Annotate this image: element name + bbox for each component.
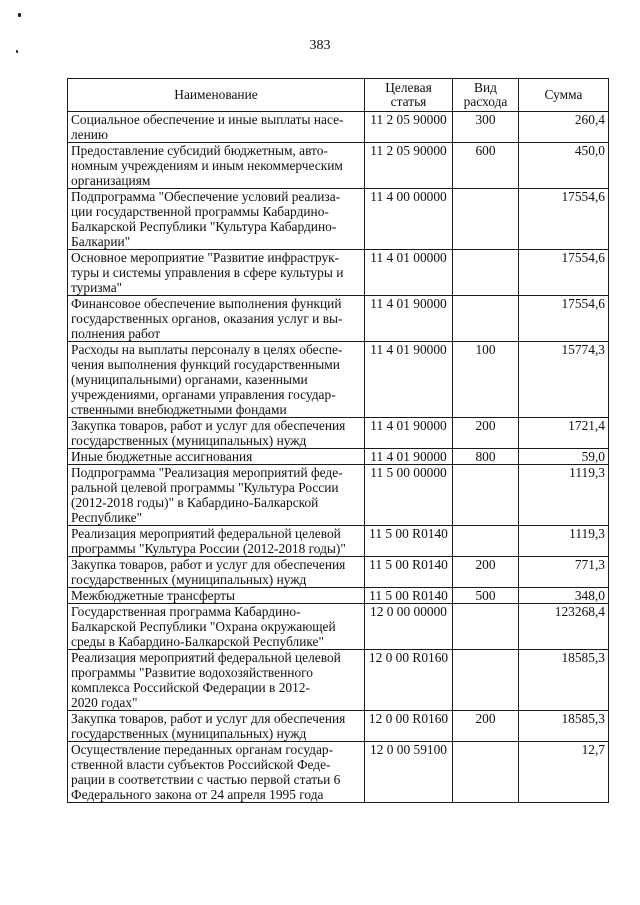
row-target-article-cell: 12 0 00 59100 <box>365 742 453 803</box>
row-name-cell: Основное мероприятие "Развитие инфраструк- туры и системы управления в сфере культуры и туризма" <box>68 250 365 296</box>
table-row <box>68 449 609 465</box>
table-row <box>68 465 609 526</box>
scan-mark-top <box>18 13 21 17</box>
row-expense-type-cell <box>453 526 519 557</box>
row-target-article-cell: 11 4 01 90000 <box>365 418 453 449</box>
table-row <box>68 418 609 449</box>
row-sum-cell: 18585,3 <box>519 650 609 711</box>
row-target-article-cell: 12 0 00 R0160 <box>365 711 453 742</box>
row-expense-type-cell: 200 <box>453 557 519 588</box>
row-sum-cell: 17554,6 <box>519 250 609 296</box>
row-name-cell: Расходы на выплаты персоналу в целях обеспе- чения выполнения функций государственными (муниципальными) органами, казенными учреждениями, органами управления государ- ственными внебюджетными фондами <box>68 342 365 418</box>
table-row <box>68 742 609 803</box>
header-name <box>68 79 365 112</box>
page-number: 383 <box>309 38 331 53</box>
row-name-cell: Осуществление переданных органам государ- ственной власти субъектов Российской Феде- рации в соответствии с частью первой статьи 6 Федерального закона от 24 апреля 1995 года <box>68 742 365 803</box>
row-target-article-cell: 11 2 05 90000 <box>365 143 453 189</box>
table-row <box>68 650 609 711</box>
row-sum-cell: 348,0 <box>519 588 609 604</box>
table-row <box>68 342 609 418</box>
row-sum-cell: 18585,3 <box>519 711 609 742</box>
row-name-cell: Социальное обеспечение и иные выплаты насе- лению <box>68 112 365 143</box>
row-name-cell: Финансовое обеспечение выполнения функций государственных органов, оказания услуг и вы- полнения работ <box>68 296 365 342</box>
row-target-article-cell: 12 0 00 00000 <box>365 604 453 650</box>
row-target-article-cell: 11 4 01 00000 <box>365 250 453 296</box>
table-header-row <box>68 79 609 112</box>
row-name-cell: Закупка товаров, работ и услуг для обеспечения государственных (муниципальных) нужд <box>68 557 365 588</box>
row-expense-type-cell <box>453 650 519 711</box>
header-expense-type-line1: Вид <box>474 80 497 95</box>
row-sum-cell: 15774,3 <box>519 342 609 418</box>
row-expense-type-cell <box>453 604 519 650</box>
row-expense-type-cell: 100 <box>453 342 519 418</box>
row-expense-type-cell <box>453 296 519 342</box>
row-target-article-cell: 11 5 00 R0140 <box>365 557 453 588</box>
row-target-article-cell: 11 4 01 90000 <box>365 342 453 418</box>
table-row <box>68 296 609 342</box>
row-sum-cell: 260,4 <box>519 112 609 143</box>
row-expense-type-cell <box>453 250 519 296</box>
header-target-article-line1: Целевая <box>385 80 432 95</box>
table-row <box>68 250 609 296</box>
row-target-article-cell: 11 2 05 90000 <box>365 112 453 143</box>
header-target-article <box>365 79 453 112</box>
header-expense-type-line2: расхода <box>463 94 508 109</box>
row-name-cell: Реализация мероприятий федеральной целевой программы "Развитие водохозяйственного комплекса Российской Федерации в 2012- 2020 годах" <box>68 650 365 711</box>
row-target-article-cell: 11 4 01 90000 <box>365 449 453 465</box>
row-expense-type-cell: 600 <box>453 143 519 189</box>
header-sum <box>519 79 609 112</box>
row-sum-cell: 450,0 <box>519 143 609 189</box>
row-expense-type-cell: 800 <box>453 449 519 465</box>
row-expense-type-cell: 300 <box>453 112 519 143</box>
row-sum-cell: 1119,3 <box>519 526 609 557</box>
header-expense-type <box>453 79 519 112</box>
row-expense-type-cell: 200 <box>453 711 519 742</box>
table-body <box>68 112 609 803</box>
row-sum-cell: 59,0 <box>519 449 609 465</box>
budget-table <box>67 78 609 803</box>
table-row <box>68 143 609 189</box>
row-sum-cell: 17554,6 <box>519 296 609 342</box>
row-expense-type-cell <box>453 742 519 803</box>
table-row <box>68 557 609 588</box>
table-row <box>68 189 609 250</box>
row-target-article-cell: 11 5 00 R0140 <box>365 526 453 557</box>
row-expense-type-cell <box>453 189 519 250</box>
row-name-cell: Закупка товаров, работ и услуг для обеспечения государственных (муниципальных) нужд <box>68 711 365 742</box>
row-target-article-cell: 11 4 01 90000 <box>365 296 453 342</box>
table-row <box>68 604 609 650</box>
row-sum-cell: 1721,4 <box>519 418 609 449</box>
row-sum-cell: 1119,3 <box>519 465 609 526</box>
header-target-article-line2: статья <box>390 94 427 109</box>
row-name-cell: Подпрограмма "Обеспечение условий реализа- ции государственной программы Кабардино- Балкарской Республики "Культура Кабардино- Балкарии" <box>68 189 365 250</box>
row-target-article-cell: 11 5 00 R0140 <box>365 588 453 604</box>
row-sum-cell: 12,7 <box>519 742 609 803</box>
row-expense-type-cell: 500 <box>453 588 519 604</box>
row-target-article-cell: 11 5 00 00000 <box>365 465 453 526</box>
header-sum-label: Сумма <box>544 87 583 102</box>
row-target-article-cell: 11 4 00 00000 <box>365 189 453 250</box>
row-name-cell: Иные бюджетные ассигнования <box>68 449 365 465</box>
row-expense-type-cell: 200 <box>453 418 519 449</box>
row-name-cell: Реализация мероприятий федеральной целевой программы "Культура России (2012-2018 годы)" <box>68 526 365 557</box>
row-name-cell: Предоставление субсидий бюджетным, авто- номным учреждениям и иным некоммерческим организациям <box>68 143 365 189</box>
table-row <box>68 588 609 604</box>
row-name-cell: Подпрограмма "Реализация мероприятий феде- ральной целевой программы "Культура России (2012-2018 годы)" в Кабардино-Балкарской Республике" <box>68 465 365 526</box>
row-sum-cell: 123268,4 <box>519 604 609 650</box>
row-name-cell: Государственная программа Кабардино- Балкарской Республики "Охрана окружающей среды в Кабардино-Балкарской Республике" <box>68 604 365 650</box>
table-row <box>68 526 609 557</box>
table-row <box>68 112 609 143</box>
row-sum-cell: 771,3 <box>519 557 609 588</box>
row-expense-type-cell <box>453 465 519 526</box>
row-sum-cell: 17554,6 <box>519 189 609 250</box>
header-name-label: Наименование <box>174 87 258 102</box>
row-name-cell: Закупка товаров, работ и услуг для обеспечения государственных (муниципальных) нужд <box>68 418 365 449</box>
row-target-article-cell: 12 0 00 R0160 <box>365 650 453 711</box>
row-name-cell: Межбюджетные трансферты <box>68 588 365 604</box>
table-row <box>68 711 609 742</box>
